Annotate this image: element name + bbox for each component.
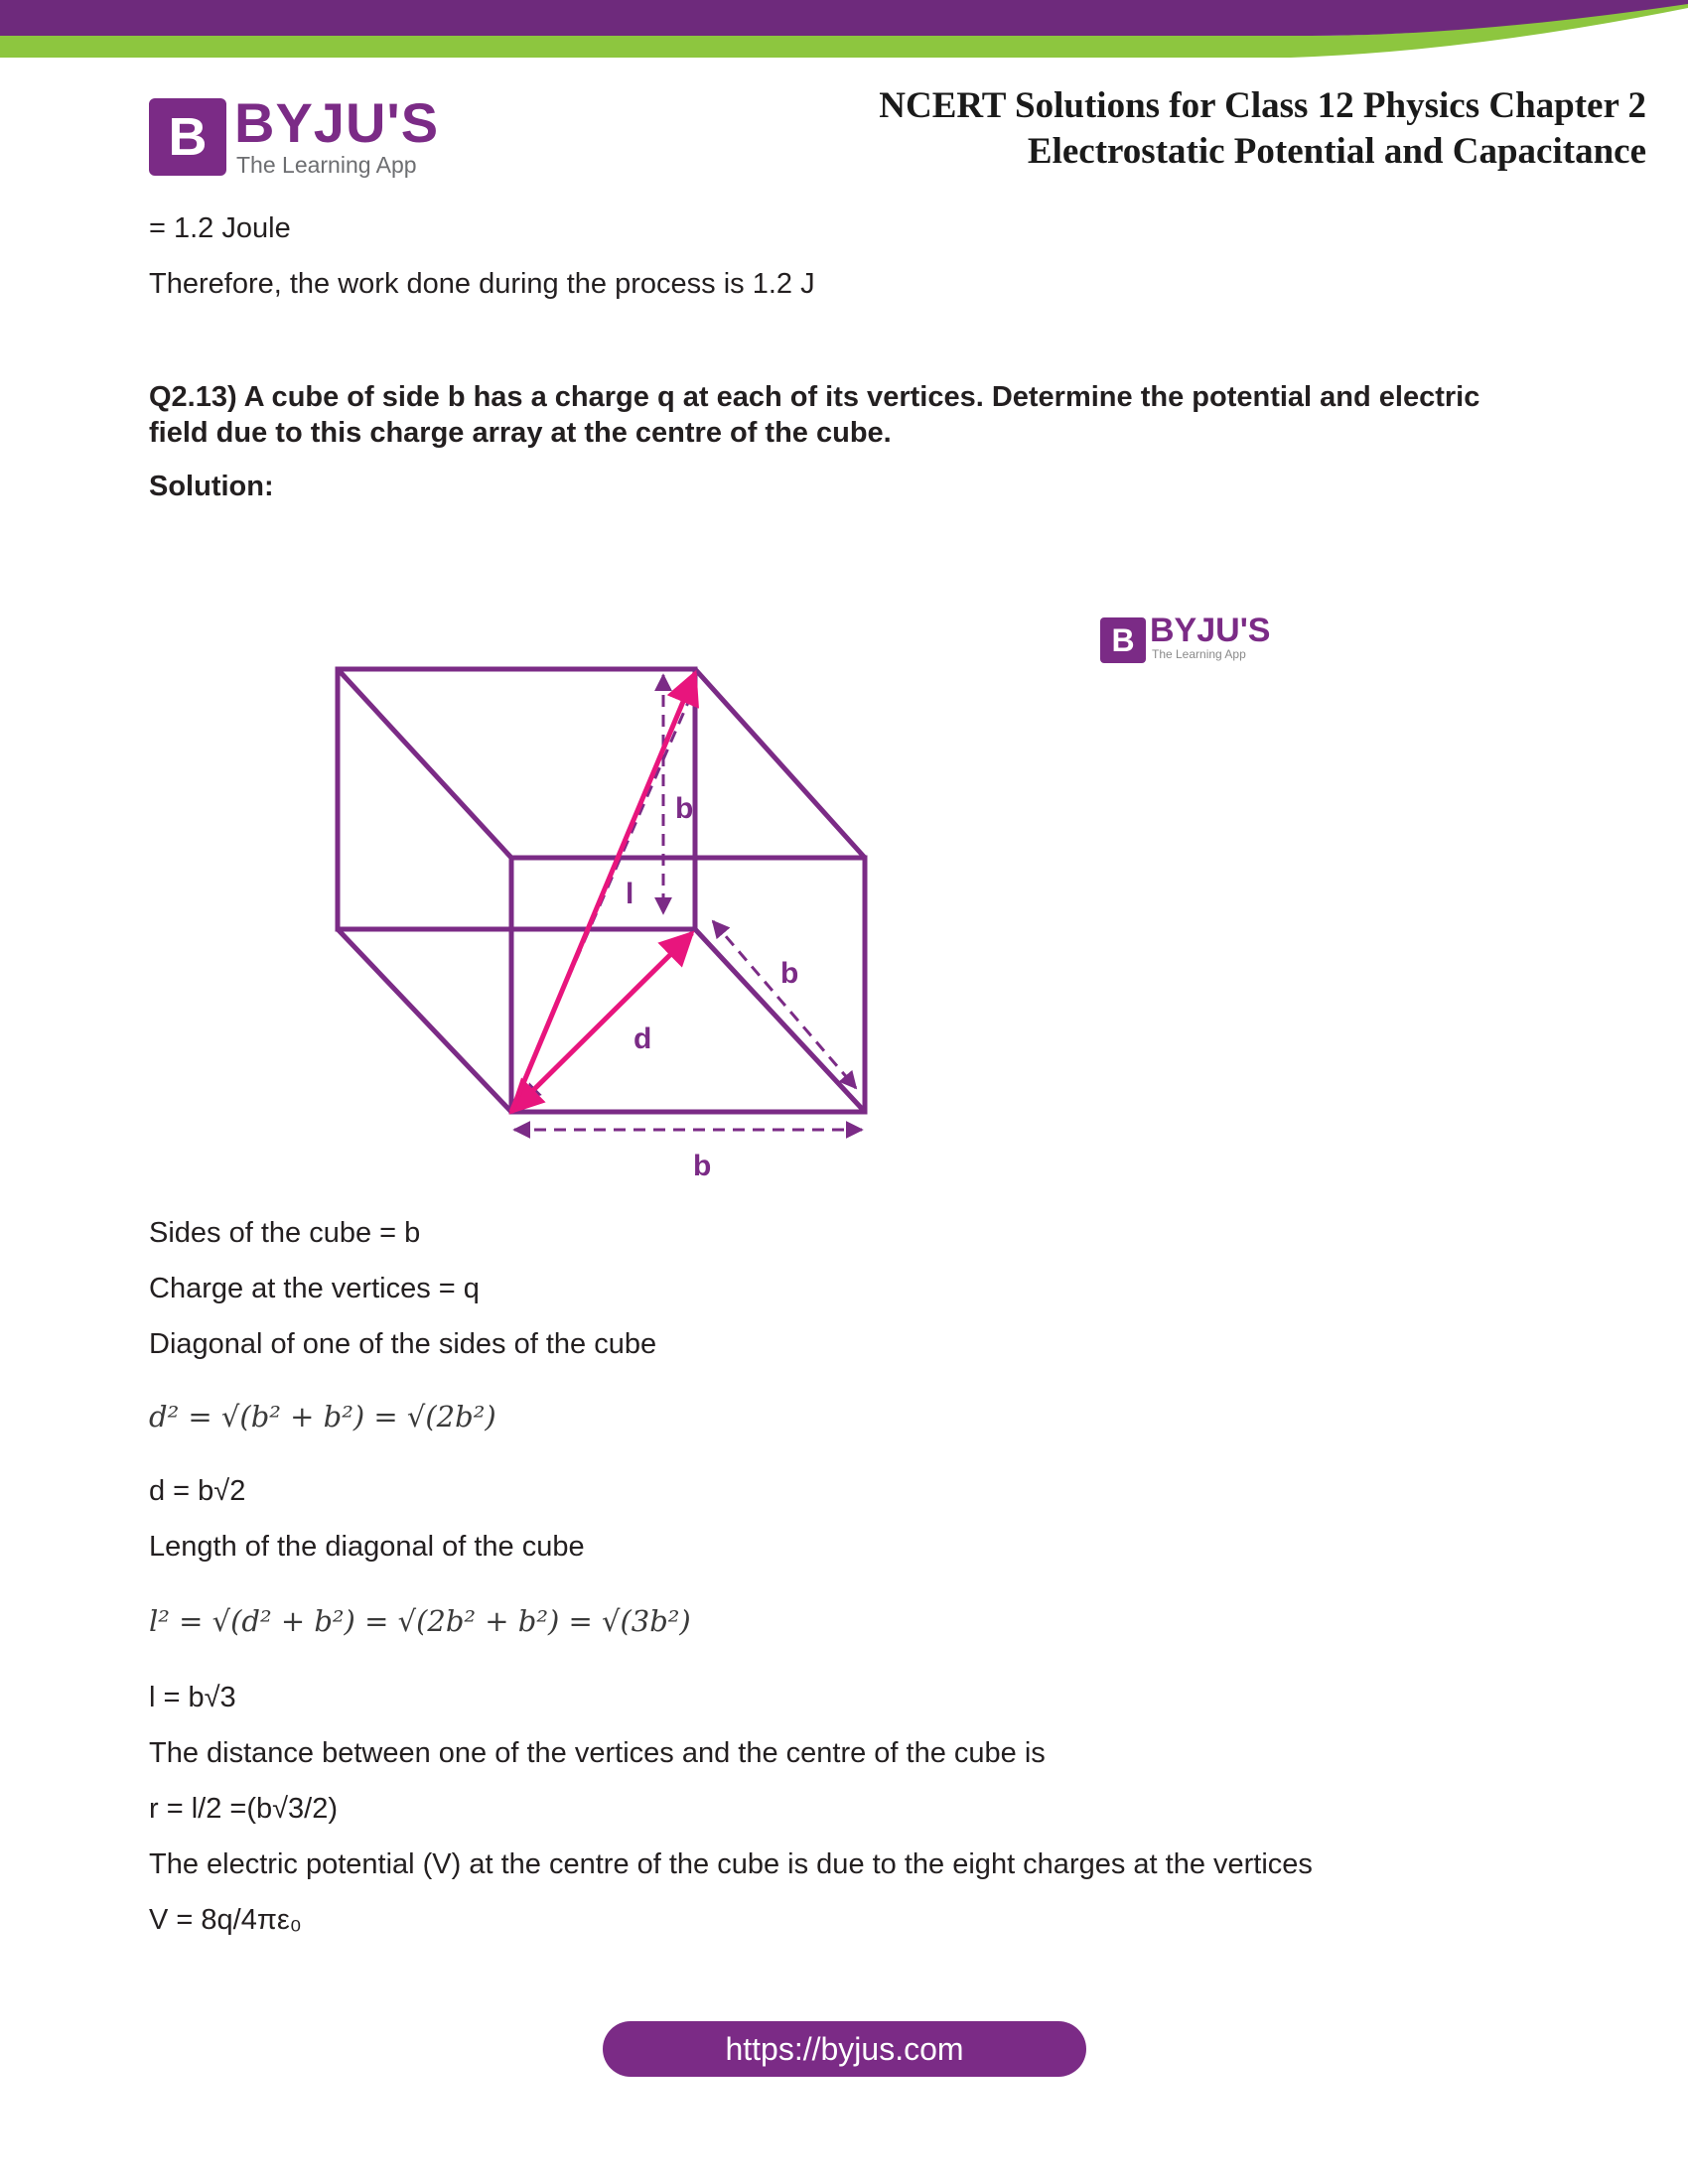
text-sides: Sides of the cube = b bbox=[149, 1217, 421, 1249]
label-l: l bbox=[626, 878, 634, 910]
logo-name: BYJU'S bbox=[234, 91, 440, 154]
cube-diagonal-diagram bbox=[298, 645, 914, 1201]
watermark-tagline: The Learning App bbox=[1152, 647, 1246, 661]
solution-label: Solution: bbox=[149, 471, 274, 502]
byjus-logo bbox=[149, 91, 440, 182]
text-potential: The electric potential (V) at the centre of the cube is due to the eight charges at the vertices bbox=[149, 1848, 1313, 1880]
text-diagonal-cube: Length of the diagonal of the cube bbox=[149, 1531, 585, 1563]
label-d: d bbox=[633, 1023, 652, 1055]
dim-b-diagonal bbox=[713, 921, 856, 1088]
equation-l: l² = √(d² + b²) = √(2b² + b²) = √(3b²) bbox=[149, 1604, 691, 1638]
watermark-name: BYJU'S bbox=[1150, 612, 1271, 649]
cube-diagonal-l bbox=[511, 673, 695, 1112]
intro-line-2: Therefore, the work done during the process is 1.2 J bbox=[149, 268, 815, 300]
page-title bbox=[879, 83, 1646, 175]
logo-tagline: The Learning App bbox=[236, 152, 417, 178]
text-distance: The distance between one of the vertices and the centre of the cube is bbox=[149, 1737, 1046, 1769]
watermark-mark: B bbox=[1100, 617, 1146, 663]
question-text: Q2.13) A cube of side b has a charge q at each of its vertices. Determine the potential and electric field due to this charge array at the centre of the cube. bbox=[149, 381, 1480, 449]
text-l-result: l = b√3 bbox=[149, 1682, 236, 1713]
intro-line-1: = 1.2 Joule bbox=[149, 212, 291, 244]
title-line-2: Electrostatic Potential and Capacitance bbox=[1027, 131, 1646, 172]
face-diagonal-d bbox=[511, 933, 692, 1112]
equation-d: d² = √(b² + b²) = √(2b²) bbox=[149, 1400, 496, 1433]
text-diagonal-side: Diagonal of one of the sides of the cube bbox=[149, 1328, 657, 1360]
footer-url-link[interactable]: https://byjus.com bbox=[603, 2021, 1086, 2077]
label-b-vertical: b bbox=[675, 792, 694, 825]
byjus-watermark bbox=[1100, 614, 1279, 665]
text-d-result: d = b√2 bbox=[149, 1475, 246, 1507]
text-v-result: V = 8q/4πε₀ bbox=[149, 1904, 302, 1936]
title-line-1: NCERT Solutions for Class 12 Physics Chapter 2 bbox=[879, 85, 1646, 126]
label-b-diagonal: b bbox=[780, 957, 799, 990]
label-b-bottom: b bbox=[693, 1150, 712, 1182]
text-charge: Charge at the vertices = q bbox=[149, 1273, 480, 1304]
text-r-result: r = l/2 =(b√3/2) bbox=[149, 1793, 339, 1825]
logo-mark: B bbox=[149, 98, 226, 176]
header-band bbox=[0, 0, 1688, 60]
